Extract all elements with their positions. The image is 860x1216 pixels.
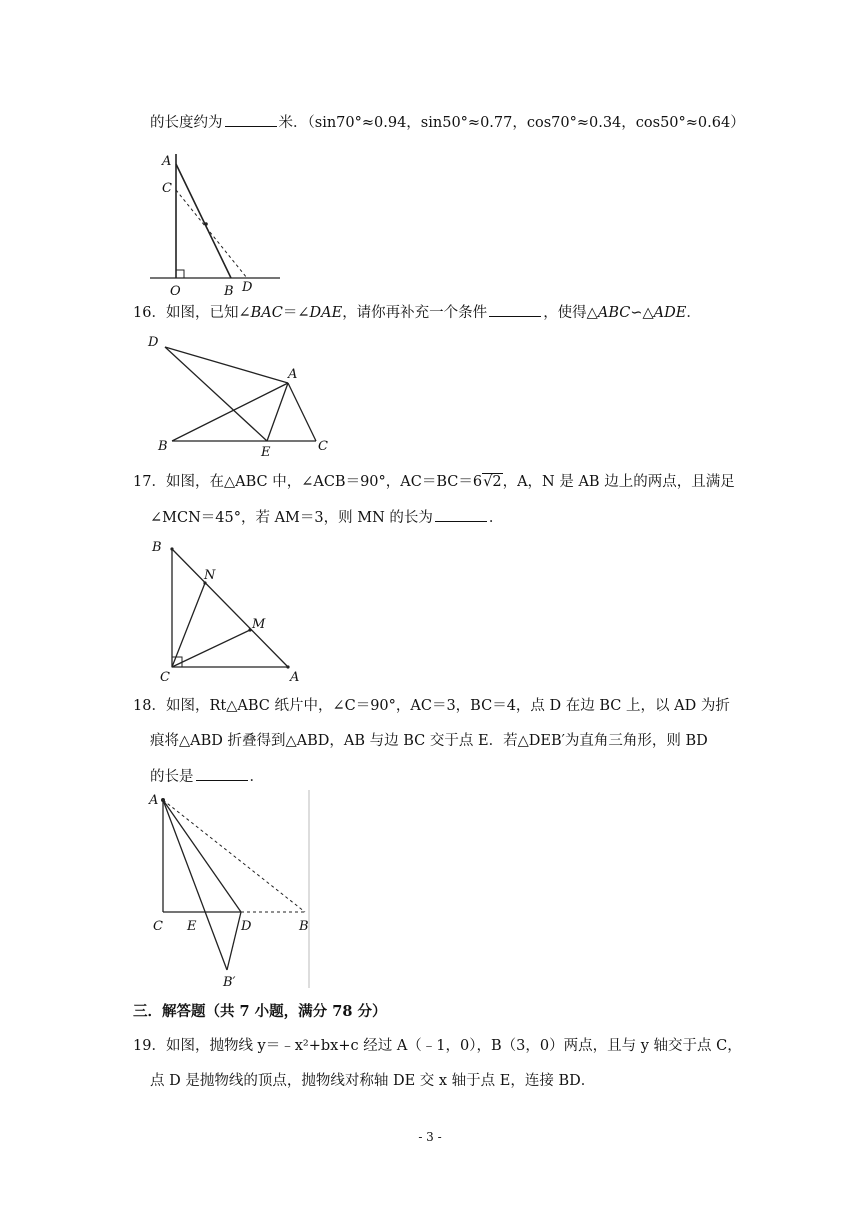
figure-17	[148, 535, 308, 683]
q17-sqrt: √2	[483, 474, 502, 490]
q16-v2: DAE	[309, 305, 343, 321]
fig15-label-B: B	[224, 284, 234, 299]
q16-v4: ADE	[653, 305, 687, 321]
q18-answer-blank[interactable]	[196, 766, 248, 781]
q18-text-line-3	[150, 766, 264, 787]
q18-text-line-2	[150, 731, 708, 751]
fig15-label-O: O	[170, 284, 181, 299]
q17-line1-b: ，A，N 是 AB 边上的两点，且满足	[502, 474, 735, 490]
q16-v1: BAC	[250, 305, 283, 321]
q18-text-line-1	[133, 696, 730, 716]
q16-p1: 16．如图，已知∠	[133, 305, 251, 321]
q16-p2: ＝∠	[282, 305, 310, 321]
fig15-label-D: D	[242, 280, 253, 295]
fig18-label-Bp: B′	[223, 975, 236, 990]
q17-line2-b: ．	[488, 510, 504, 526]
q16-p6: ．	[686, 305, 701, 321]
fig18-label-A: A	[149, 793, 159, 808]
q15-answer-blank[interactable]	[225, 112, 277, 127]
q17-answer-blank[interactable]	[435, 507, 487, 522]
fig16-label-A: A	[288, 367, 298, 382]
fig15-label-A: A	[162, 154, 172, 169]
q18-line2: 痕将△ABD 折叠得到△ABD，AB 与边 BC 交于点 E．若△DEB′为直角三角形，则 BD	[150, 733, 708, 749]
section-3-heading: 三．解答题（共 7 小题，满分 78 分）	[133, 1003, 387, 1020]
q16-p4: ，使得△	[543, 305, 598, 321]
fig18-label-E: E	[187, 919, 197, 934]
fig17-label-C: C	[160, 670, 170, 685]
fig17-label-N: N	[204, 568, 216, 583]
fig16-label-B: B	[158, 439, 168, 454]
fig18-label-C: C	[153, 919, 163, 934]
fig17-label-M: M	[252, 617, 266, 632]
fig17-label-B: B	[152, 540, 162, 555]
q17-line1-a: 17．如图，在△ABC 中，∠ACB＝90°，AC＝BC＝6	[133, 474, 483, 490]
q17-text-line-2	[150, 507, 503, 528]
fig17-label-A: A	[290, 670, 300, 685]
fig15-label-C: C	[162, 181, 172, 196]
q16-p5: ∽△	[630, 305, 654, 321]
fig16-label-E: E	[261, 445, 271, 460]
q17-text-line-1	[133, 472, 735, 492]
page-number: - 3 -	[418, 1130, 442, 1144]
fig18-label-D: D	[241, 919, 252, 934]
q15-text-line	[150, 112, 745, 133]
fig18-label-B: B	[299, 919, 309, 934]
q18-line1: 18．如图，Rt△ABC 纸片中，∠C＝90°，AC＝3，BC＝4，点 D 在边 BC 上，以 AD 为折	[133, 698, 730, 714]
q18-line3-b: ．	[249, 769, 264, 785]
q16-v3: ABC	[597, 305, 631, 321]
figure-16	[140, 330, 340, 460]
figure-18	[145, 788, 315, 993]
q16-text-line	[133, 302, 701, 323]
q19-text-line-1: 19．如图，抛物线 y＝﹣x²+bx+c 经过 A（﹣1，0），B（3，0）两点，且与 y 轴交于点 C，	[133, 1038, 742, 1054]
fig16-label-C: C	[318, 439, 328, 454]
q15-text-part2: 米．（sin70°≈0.94，sin50°≈0.77，cos70°≈0.34，cos50°≈0.64）	[278, 115, 745, 131]
q19-text-line-2: 点 D 是抛物线的顶点，抛物线对称轴 DE 交 x 轴于点 E，连接 BD．	[150, 1073, 596, 1089]
fig16-label-D: D	[148, 335, 159, 350]
q18-line3-a: 的长是	[150, 769, 194, 785]
q16-answer-blank[interactable]	[489, 302, 541, 317]
figure-15	[140, 150, 290, 300]
q17-line2-a: ∠MCN＝45°，若 AM＝3，则 MN 的长为	[150, 510, 433, 526]
q15-text-part1: 的长度约为	[150, 115, 223, 131]
q16-p3: ，请你再补充一个条件	[342, 305, 488, 321]
